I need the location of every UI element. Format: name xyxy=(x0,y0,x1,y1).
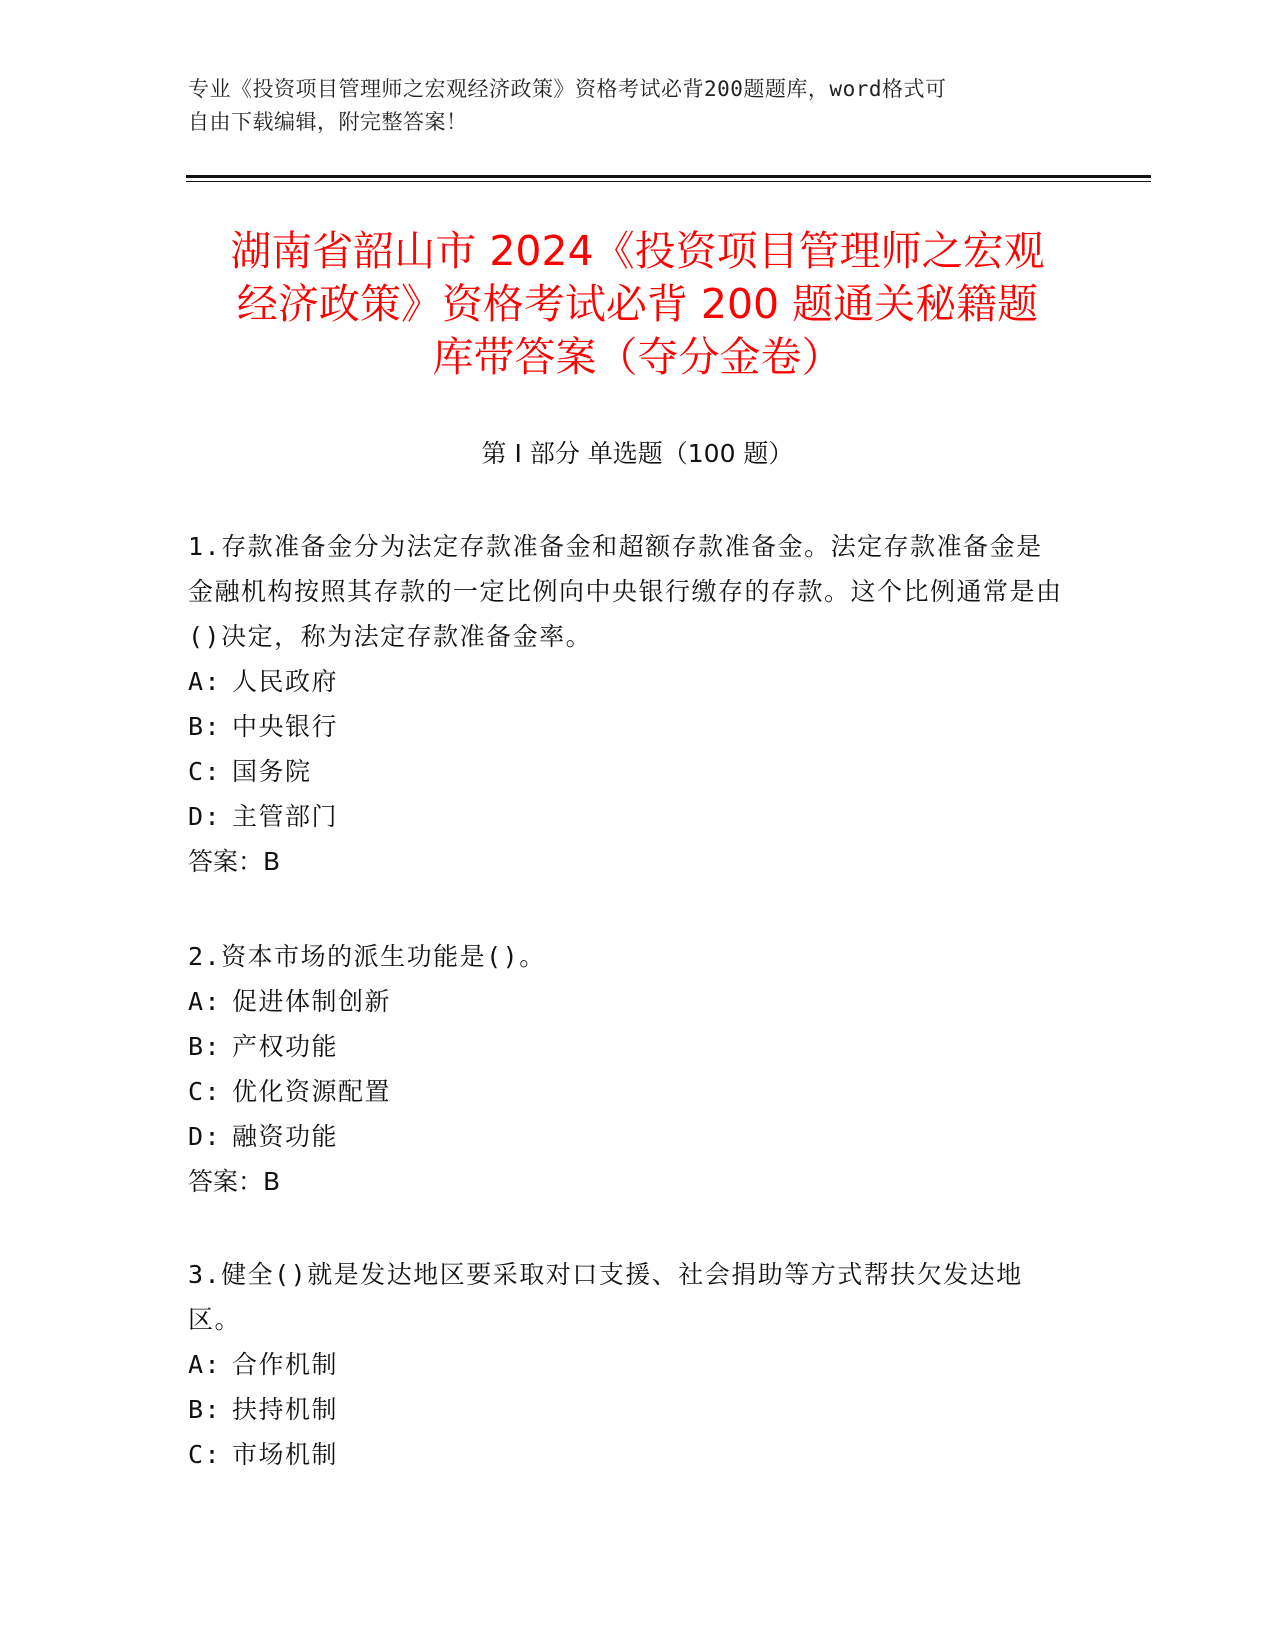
option-text: 国务院 xyxy=(232,757,312,786)
header-note-line-1: 专业《投资项目管理师之宏观经济政策》资格考试必背200题题库，word格式可 xyxy=(188,77,947,101)
question-stem: 1.存款准备金分为法定存款准备金和超额存款准备金。法定存款准备金是金融机构按照其存款的一定比例向中央银行缴存的存款。这个比例通常是由()决定，称为法定存款准备金率。 xyxy=(188,532,1063,651)
option-label: B: xyxy=(188,1032,222,1061)
option-label: A: xyxy=(188,667,222,696)
option-b xyxy=(188,1024,1068,1069)
option-a xyxy=(188,659,1068,704)
option-label: B: xyxy=(188,1395,222,1424)
option-a xyxy=(188,979,1068,1024)
option-text: 市场机制 xyxy=(232,1440,339,1469)
document-title-line-2: 经济政策》资格考试必背 200 题通关秘籍题 xyxy=(236,280,1039,328)
header-note-line-2: 自由下载编辑，附完整答案！ xyxy=(188,110,468,134)
option-text: 优化资源配置 xyxy=(232,1077,392,1106)
option-label: C: xyxy=(188,757,222,786)
question-stem: 2.资本市场的派生功能是()。 xyxy=(188,942,546,971)
option-a xyxy=(188,1342,1068,1387)
question-answer: 答案：B xyxy=(188,1167,281,1196)
option-d xyxy=(188,1114,1068,1159)
option-text: 促进体制创新 xyxy=(232,987,392,1016)
question-3 xyxy=(188,1252,1068,1477)
option-b xyxy=(188,704,1068,749)
option-label: C: xyxy=(188,1440,222,1469)
option-label: A: xyxy=(188,987,222,1016)
option-label: A: xyxy=(188,1350,222,1379)
section-title: 第 I 部分 单选题（100 题） xyxy=(481,439,794,468)
question-2 xyxy=(188,934,1068,1204)
option-c xyxy=(188,1432,1068,1477)
header-divider-thick xyxy=(186,175,1151,178)
option-text: 融资功能 xyxy=(232,1122,339,1151)
option-label: D: xyxy=(188,1122,222,1151)
question-answer: 答案：B xyxy=(188,847,281,876)
document-title xyxy=(150,225,1125,384)
option-b xyxy=(188,1387,1068,1432)
option-text: 产权功能 xyxy=(232,1032,339,1061)
option-text: 合作机制 xyxy=(232,1350,339,1379)
header-divider-thin xyxy=(186,181,1151,182)
option-label: C: xyxy=(188,1077,222,1106)
option-text: 扶持机制 xyxy=(232,1395,339,1424)
document-title-line-1: 湖南省韶山市 2024《投资项目管理师之宏观 xyxy=(230,227,1045,275)
option-text: 中央银行 xyxy=(232,712,339,741)
header-note xyxy=(188,73,1068,139)
option-c xyxy=(188,749,1068,794)
option-text: 主管部门 xyxy=(232,802,339,831)
question-stem: 3.健全()就是发达地区要采取对口支援、社会捐助等方式帮扶欠发达地区。 xyxy=(188,1260,1023,1334)
option-d xyxy=(188,794,1068,839)
option-label: D: xyxy=(188,802,222,831)
option-label: B: xyxy=(188,712,222,741)
option-text: 人民政府 xyxy=(232,667,339,696)
document-title-line-3: 库带答案（夺分金卷） xyxy=(432,333,843,381)
question-1 xyxy=(188,524,1068,884)
option-c xyxy=(188,1069,1068,1114)
